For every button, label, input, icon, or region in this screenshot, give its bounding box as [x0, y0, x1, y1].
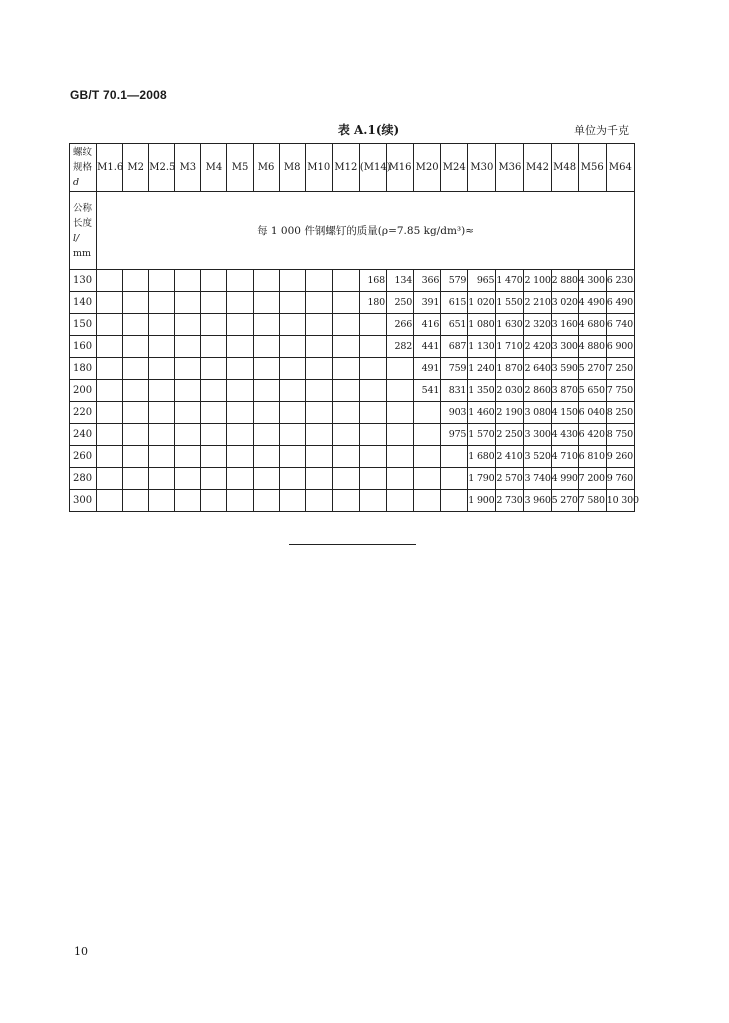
table-cell: 1 020	[468, 292, 496, 314]
table-cell	[253, 270, 279, 292]
table-cell: 651	[441, 314, 468, 336]
table-cell	[123, 270, 149, 292]
table-cell	[175, 380, 201, 402]
table-title: 表 A.1(续)	[337, 123, 400, 137]
table-cell	[359, 446, 386, 468]
table-cell	[305, 314, 332, 336]
table-cell	[279, 336, 305, 358]
end-divider	[289, 544, 416, 545]
table-cell	[414, 446, 441, 468]
table-cell: 6 900	[606, 336, 634, 358]
column-header: M2.5	[149, 144, 175, 192]
table-cell	[253, 292, 279, 314]
row-length: 140	[70, 292, 97, 314]
table-cell: 3 300	[551, 336, 578, 358]
table-cell	[359, 468, 386, 490]
table-cell	[123, 468, 149, 490]
table-cell	[97, 314, 123, 336]
table-cell	[332, 270, 359, 292]
table-cell	[414, 468, 441, 490]
table-cell: 2 100	[524, 270, 551, 292]
table-cell	[97, 380, 123, 402]
table-cell	[175, 336, 201, 358]
header-row	[70, 144, 635, 192]
table-cell	[279, 314, 305, 336]
table-cell	[175, 270, 201, 292]
table-cell	[227, 292, 253, 314]
table-cell: 3 020	[551, 292, 578, 314]
table-cell	[201, 314, 227, 336]
table-cell: 4 680	[578, 314, 606, 336]
table-cell	[97, 424, 123, 446]
table-cell: 1 130	[468, 336, 496, 358]
column-header: M5	[227, 144, 253, 192]
table-cell	[332, 490, 359, 512]
column-header: M42	[524, 144, 551, 192]
table-cell: 4 300	[578, 270, 606, 292]
table-cell: 8 750	[606, 424, 634, 446]
table-cell	[97, 446, 123, 468]
table-cell	[414, 402, 441, 424]
column-header: M10	[305, 144, 332, 192]
table-cell: 1 470	[496, 270, 524, 292]
table-cell	[332, 468, 359, 490]
table-cell: 2 420	[524, 336, 551, 358]
table-cell: 134	[387, 270, 414, 292]
table-cell: 1 240	[468, 358, 496, 380]
column-header: M36	[496, 144, 524, 192]
table-cell	[227, 468, 253, 490]
table-cell: 266	[387, 314, 414, 336]
table-cell	[441, 446, 468, 468]
table-cell	[227, 358, 253, 380]
table-cell	[97, 336, 123, 358]
column-header: (M14)	[359, 144, 386, 192]
table-cell: 1 460	[468, 402, 496, 424]
thread-size-stub	[70, 144, 97, 192]
table-cell: 965	[468, 270, 496, 292]
table-cell: 282	[387, 336, 414, 358]
table-cell	[279, 358, 305, 380]
table-cell	[175, 424, 201, 446]
table-cell: 3 160	[551, 314, 578, 336]
table-cell	[387, 424, 414, 446]
table-cell	[149, 402, 175, 424]
table-cell	[175, 446, 201, 468]
table-cell	[149, 358, 175, 380]
table-cell: 4 150	[551, 402, 578, 424]
table-cell: 6 740	[606, 314, 634, 336]
table-cell: 9 260	[606, 446, 634, 468]
table-cell	[359, 490, 386, 512]
table-cell: 2 320	[524, 314, 551, 336]
table-cell	[175, 402, 201, 424]
table-cell: 975	[441, 424, 468, 446]
row-length: 200	[70, 380, 97, 402]
row-length: 240	[70, 424, 97, 446]
table-cell: 4 990	[551, 468, 578, 490]
table-cell	[97, 358, 123, 380]
column-header: M2	[123, 144, 149, 192]
stub-line: 长度	[73, 217, 93, 229]
table-cell	[387, 358, 414, 380]
table-row	[70, 292, 635, 314]
table-cell	[359, 358, 386, 380]
table-cell	[332, 380, 359, 402]
table-cell: 491	[414, 358, 441, 380]
table-cell	[175, 358, 201, 380]
table-cell	[305, 358, 332, 380]
column-header: M56	[578, 144, 606, 192]
table-cell: 3 870	[551, 380, 578, 402]
table-cell: 2 640	[524, 358, 551, 380]
table-cell: 2 250	[496, 424, 524, 446]
table-cell	[227, 402, 253, 424]
column-header: M20	[414, 144, 441, 192]
table-cell: 903	[441, 402, 468, 424]
table-cell: 7 750	[606, 380, 634, 402]
description-row	[70, 192, 635, 270]
table-cell: 6 810	[578, 446, 606, 468]
table-cell	[97, 292, 123, 314]
table-cell: 2 030	[496, 380, 524, 402]
table-cell	[253, 424, 279, 446]
table-cell	[332, 424, 359, 446]
table-cell	[149, 424, 175, 446]
table-cell: 168	[359, 270, 386, 292]
table-cell: 3 740	[524, 468, 551, 490]
table-cell	[201, 380, 227, 402]
table-cell: 1 680	[468, 446, 496, 468]
table-cell	[253, 336, 279, 358]
table-cell	[201, 270, 227, 292]
table-cell	[305, 402, 332, 424]
table-cell: 2 880	[551, 270, 578, 292]
table-cell	[149, 336, 175, 358]
page-number: 10	[74, 945, 88, 958]
table-description: 每 1 000 件钢螺钉的质量(ρ=7.85 kg/dm³)≈	[97, 192, 635, 270]
standard-number: GB/T 70.1—2008	[70, 88, 167, 102]
table-cell: 4 710	[551, 446, 578, 468]
table-cell: 4 490	[578, 292, 606, 314]
table-cell: 1 710	[496, 336, 524, 358]
table-cell	[387, 468, 414, 490]
table-cell: 6 040	[578, 402, 606, 424]
table-cell	[305, 446, 332, 468]
table-cell	[123, 292, 149, 314]
table-cell: 7 250	[606, 358, 634, 380]
table-cell	[441, 468, 468, 490]
table-cell	[387, 380, 414, 402]
table-cell	[279, 490, 305, 512]
table-cell: 9 760	[606, 468, 634, 490]
table-row	[70, 380, 635, 402]
column-header: M24	[441, 144, 468, 192]
table-cell	[279, 468, 305, 490]
table-cell	[253, 314, 279, 336]
table-cell: 6 230	[606, 270, 634, 292]
row-length: 260	[70, 446, 97, 468]
table-cell: 615	[441, 292, 468, 314]
table-cell: 3 300	[524, 424, 551, 446]
table-cell: 250	[387, 292, 414, 314]
table-cell: 3 960	[524, 490, 551, 512]
table-cell	[305, 270, 332, 292]
table-cell	[97, 270, 123, 292]
table-row	[70, 402, 635, 424]
table-cell: 5 270	[578, 358, 606, 380]
table-cell	[359, 424, 386, 446]
table-cell: 180	[359, 292, 386, 314]
table-cell	[97, 402, 123, 424]
table-cell	[279, 402, 305, 424]
table-cell	[201, 468, 227, 490]
table-cell	[441, 490, 468, 512]
table-cell: 1 550	[496, 292, 524, 314]
table-cell	[387, 446, 414, 468]
table-cell	[305, 292, 332, 314]
table-cell	[387, 402, 414, 424]
table-cell	[123, 446, 149, 468]
table-cell: 759	[441, 358, 468, 380]
table-cell	[123, 424, 149, 446]
table-cell: 8 250	[606, 402, 634, 424]
table-cell	[253, 490, 279, 512]
row-length: 180	[70, 358, 97, 380]
table-cell	[305, 468, 332, 490]
table-row	[70, 314, 635, 336]
column-header: M12	[332, 144, 359, 192]
stub-line: mm	[73, 247, 92, 259]
table-cell	[332, 402, 359, 424]
table-cell	[227, 424, 253, 446]
table-cell	[149, 380, 175, 402]
table-cell	[279, 292, 305, 314]
table-cell	[149, 292, 175, 314]
table-cell	[227, 270, 253, 292]
table-cell: 7 580	[578, 490, 606, 512]
table-cell: 541	[414, 380, 441, 402]
table-cell	[305, 424, 332, 446]
table-cell	[175, 314, 201, 336]
table-cell: 1 080	[468, 314, 496, 336]
column-header: M30	[468, 144, 496, 192]
table-cell: 6 490	[606, 292, 634, 314]
table-row	[70, 490, 635, 512]
table-cell: 2 730	[496, 490, 524, 512]
table-cell	[175, 490, 201, 512]
stub-line: 公称	[73, 202, 93, 214]
table-cell	[123, 490, 149, 512]
table-cell: 6 420	[578, 424, 606, 446]
table-cell	[201, 424, 227, 446]
table-cell	[201, 446, 227, 468]
table-cell	[332, 358, 359, 380]
table-cell	[332, 292, 359, 314]
table-cell	[175, 468, 201, 490]
row-length: 220	[70, 402, 97, 424]
table-cell: 831	[441, 380, 468, 402]
table-cell	[359, 402, 386, 424]
table-cell	[359, 380, 386, 402]
table-row	[70, 446, 635, 468]
table-cell: 441	[414, 336, 441, 358]
table-cell	[123, 336, 149, 358]
table-cell	[227, 446, 253, 468]
column-header: M64	[606, 144, 634, 192]
table-cell	[149, 490, 175, 512]
table-cell	[279, 424, 305, 446]
table-cell: 416	[414, 314, 441, 336]
table-cell	[227, 380, 253, 402]
table-cell: 1 870	[496, 358, 524, 380]
table-cell: 2 210	[524, 292, 551, 314]
table-cell	[253, 468, 279, 490]
column-header: M6	[253, 144, 279, 192]
table-cell: 10 300	[606, 490, 634, 512]
column-header: M4	[201, 144, 227, 192]
table-cell	[201, 358, 227, 380]
table-cell: 391	[414, 292, 441, 314]
table-cell	[387, 490, 414, 512]
table-cell: 1 900	[468, 490, 496, 512]
row-length: 130	[70, 270, 97, 292]
table-cell	[123, 314, 149, 336]
column-header: M1.6	[97, 144, 123, 192]
table-row	[70, 424, 635, 446]
table-cell	[149, 468, 175, 490]
table-cell	[149, 314, 175, 336]
table-cell	[414, 490, 441, 512]
table-cell	[332, 314, 359, 336]
table-row	[70, 468, 635, 490]
table-cell	[123, 358, 149, 380]
table-cell: 2 860	[524, 380, 551, 402]
table-cell	[305, 380, 332, 402]
table-cell	[305, 490, 332, 512]
table-cell: 579	[441, 270, 468, 292]
table-cell: 5 650	[578, 380, 606, 402]
table-cell: 1 790	[468, 468, 496, 490]
row-length: 150	[70, 314, 97, 336]
table-cell: 4 880	[578, 336, 606, 358]
column-header: M8	[279, 144, 305, 192]
table-cell	[201, 402, 227, 424]
table-row	[70, 270, 635, 292]
column-header: M3	[175, 144, 201, 192]
table-cell	[201, 336, 227, 358]
table-cell: 3 590	[551, 358, 578, 380]
table-cell: 1 630	[496, 314, 524, 336]
table-cell: 366	[414, 270, 441, 292]
table-cell	[332, 336, 359, 358]
table-cell	[253, 380, 279, 402]
table-cell	[97, 468, 123, 490]
table-cell	[123, 402, 149, 424]
table-cell: 1 350	[468, 380, 496, 402]
table-cell: 3 520	[524, 446, 551, 468]
table-cell	[414, 424, 441, 446]
table-cell	[227, 314, 253, 336]
stub-line: 螺纹	[73, 147, 93, 158]
table-row	[70, 358, 635, 380]
table-cell	[123, 380, 149, 402]
table-cell	[227, 490, 253, 512]
table-cell	[305, 336, 332, 358]
table-cell	[279, 270, 305, 292]
row-length: 280	[70, 468, 97, 490]
table-cell	[279, 380, 305, 402]
table-cell	[149, 446, 175, 468]
table-cell: 687	[441, 336, 468, 358]
table-cell	[359, 336, 386, 358]
column-header: M48	[551, 144, 578, 192]
table-cell: 5 270	[551, 490, 578, 512]
table-cell: 3 080	[524, 402, 551, 424]
table-cell: 1 570	[468, 424, 496, 446]
table-cell	[253, 446, 279, 468]
table-cell	[253, 402, 279, 424]
table-cell: 2 410	[496, 446, 524, 468]
table-cell	[201, 490, 227, 512]
table-cell	[201, 292, 227, 314]
unit-label: 单位为千克	[574, 124, 629, 137]
table-cell: 2 190	[496, 402, 524, 424]
table-row	[70, 336, 635, 358]
stub-line: 规格	[73, 162, 93, 173]
table-cell	[97, 490, 123, 512]
mass-table	[69, 143, 639, 512]
row-length: 300	[70, 490, 97, 512]
table-cell	[332, 446, 359, 468]
stub-line: l/	[73, 232, 80, 244]
table-cell	[359, 314, 386, 336]
column-header: M16	[387, 144, 414, 192]
nominal-length-stub	[70, 192, 97, 270]
table-cell: 2 570	[496, 468, 524, 490]
table-cell	[175, 292, 201, 314]
table-cell	[253, 358, 279, 380]
row-length: 160	[70, 336, 97, 358]
table-cell	[279, 446, 305, 468]
table-cell	[149, 270, 175, 292]
table-cell	[227, 336, 253, 358]
table-cell: 7 200	[578, 468, 606, 490]
stub-line: d	[73, 177, 80, 188]
table-cell: 4 430	[551, 424, 578, 446]
